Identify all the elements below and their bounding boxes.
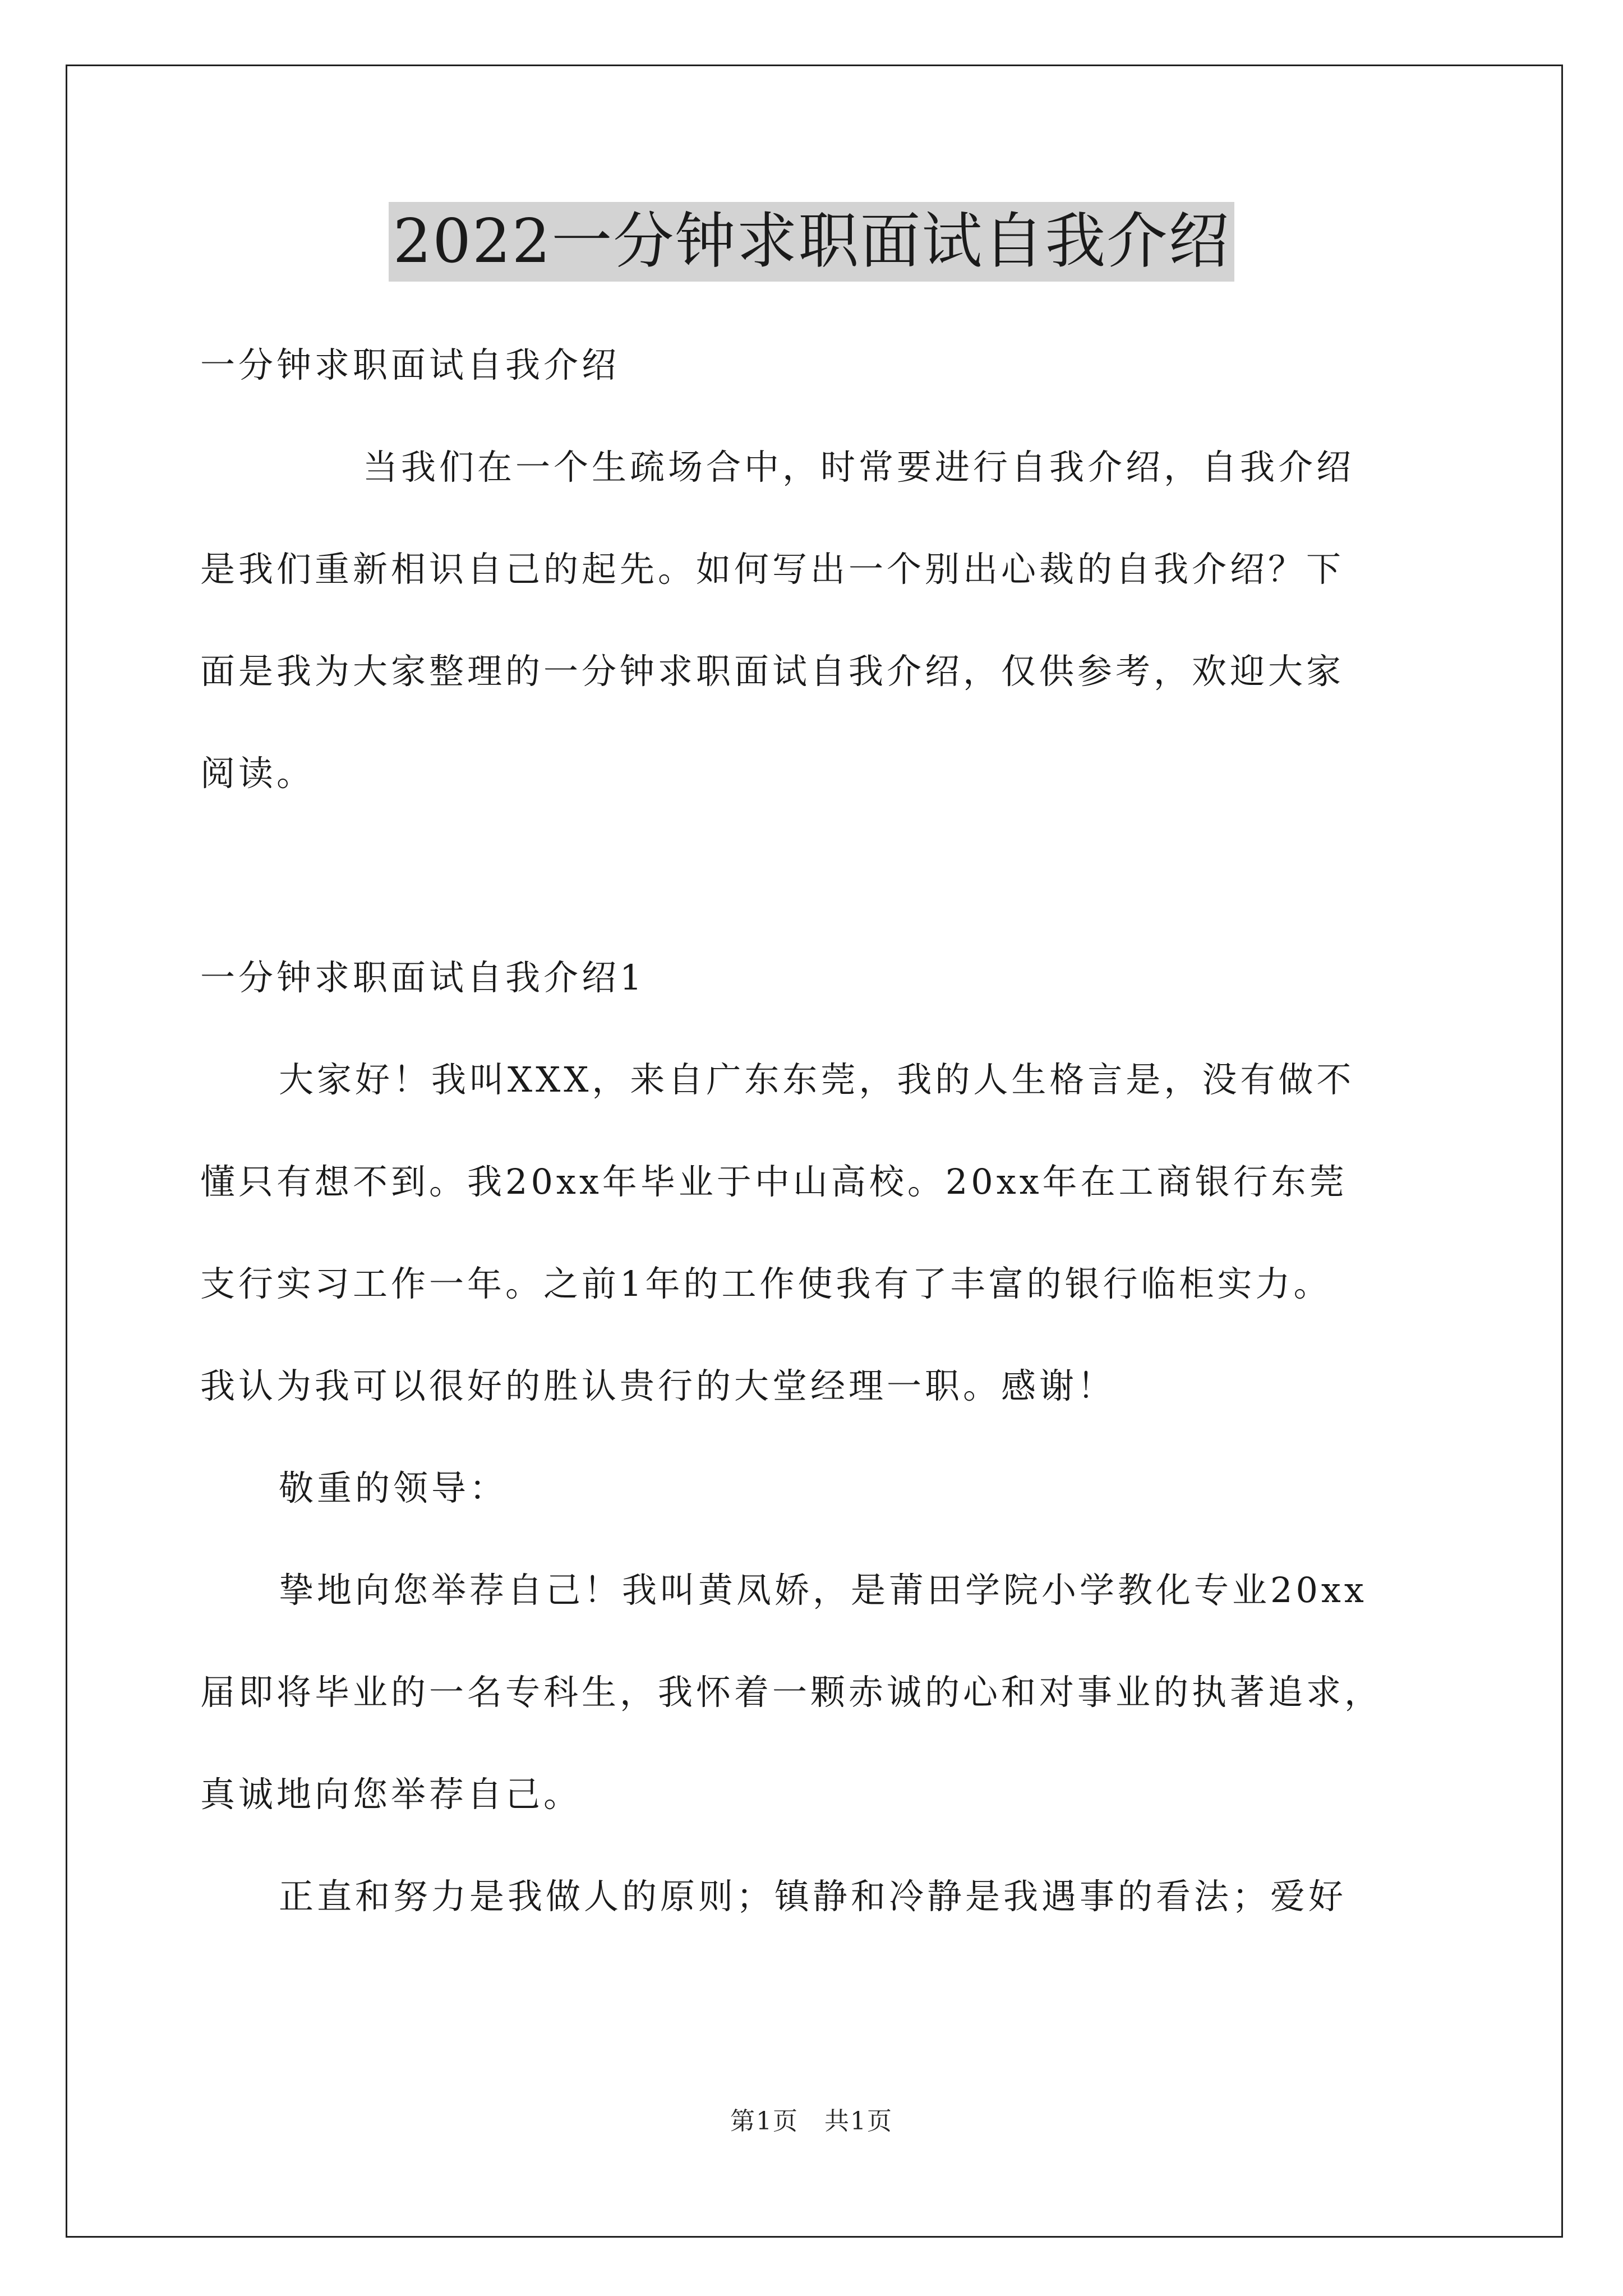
page-footer: 第1页 共1页 <box>730 2107 893 2136</box>
salutation: 敬重的领导： <box>279 1467 508 1508</box>
section-heading: 一分钟求职面试自我介绍1 <box>200 957 645 998</box>
intro-line: 阅读。 <box>200 753 315 794</box>
letter-line: 届即将毕业的一名专科生，我怀着一颗赤诚的心和对事业的执著追求， <box>200 1672 1383 1713</box>
document-title: 2022一分钟求职面试自我介绍 <box>389 202 1235 282</box>
intro-line: 当我们在一个生疏场合中，时常要进行自我介绍，自我介绍 <box>363 447 1355 487</box>
title-container <box>0 202 1623 282</box>
section-line: 大家好！我叫XXX，来自广东东莞，我的人生格言是，没有做不 <box>279 1059 1355 1100</box>
letter-line: 真诚地向您举荐自己。 <box>200 1774 582 1815</box>
document-body <box>200 314 1434 1948</box>
section-line: 支行实习工作一年。之前1年的工作使我有了丰富的银行临柜实力。 <box>200 1263 1332 1304</box>
closing-line: 正直和努力是我做人的原则；镇静和冷静是我遇事的看法；爱好 <box>279 1876 1347 1917</box>
letter-line: 挚地向您举荐自己！我叫黄凤娇，是莆田学院小学教化专业20xx <box>279 1570 1367 1611</box>
section-line: 懂只有想不到。我20xx年毕业于中山高校。20xx年在工商银行东莞 <box>200 1161 1348 1202</box>
intro-line: 面是我为大家整理的一分钟求职面试自我介绍，仅供参考，欢迎大家 <box>200 651 1345 692</box>
paragraph-spacer <box>200 825 1434 927</box>
subtitle: 一分钟求职面试自我介绍 <box>200 344 620 385</box>
intro-line: 是我们重新相识自己的起先。如何写出一个别出心裁的自我介绍？下 <box>200 549 1345 590</box>
section-line: 我认为我可以很好的胜认贵行的大堂经理一职。感谢！ <box>200 1365 1116 1406</box>
